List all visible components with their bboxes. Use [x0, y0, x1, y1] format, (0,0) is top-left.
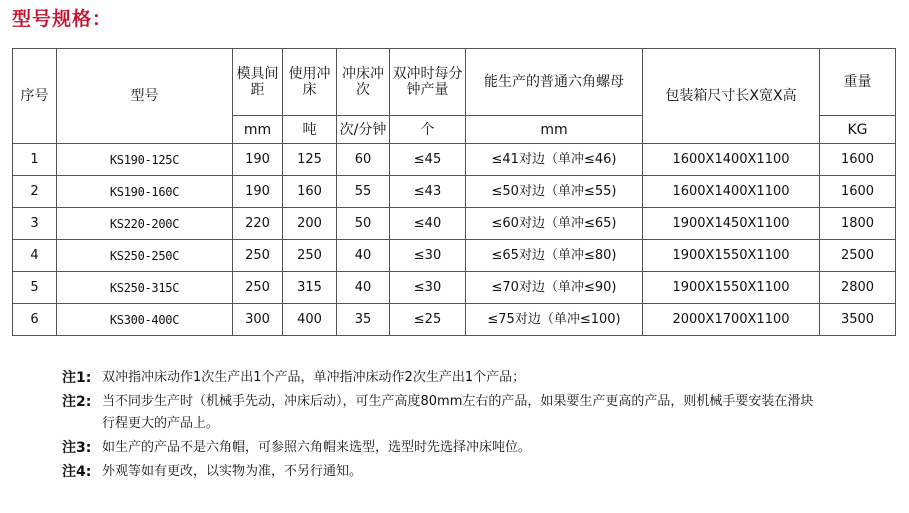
note-label: 注4: — [62, 464, 92, 480]
note-text: 双冲指冲床动作1次生产出1个产品，单冲指冲床动作2次生产出1个产品； — [102, 370, 526, 385]
table-row — [13, 176, 896, 208]
cell-nut: ≤65对边（单冲≤80) — [466, 240, 643, 272]
cell-no: 1 — [13, 144, 57, 176]
table-row — [13, 272, 896, 304]
unit-strokes: 次/分钟 — [337, 116, 390, 144]
cell-output: ≤30 — [390, 240, 466, 272]
cell-package: 1600X1400X1100 — [643, 176, 820, 208]
cell-die-height: 190 — [233, 144, 283, 176]
cell-tonnage: 200 — [283, 208, 337, 240]
cell-model: KS190-125C — [57, 144, 233, 176]
cell-package: 1900X1550X1100 — [643, 272, 820, 304]
spec-table — [12, 48, 896, 336]
cell-weight: 3500 — [820, 304, 896, 336]
header-weight: 重量 — [820, 49, 896, 116]
cell-die-height: 300 — [233, 304, 283, 336]
cell-model: KS220-200C — [57, 208, 233, 240]
cell-output: ≤30 — [390, 272, 466, 304]
cell-no: 3 — [13, 208, 57, 240]
note-label: 注3: — [62, 440, 92, 456]
table-row — [13, 304, 896, 336]
header-die-height: 模具间距 — [233, 49, 283, 116]
note-text: 外观等如有更改，以实物为准，不另行通知。 — [102, 464, 363, 479]
cell-tonnage: 160 — [283, 176, 337, 208]
note-text: 当不同步生产时（机械手先动，冲床后动），可生产高度80mm左右的产品，如果要生产更高的产品，则机械手要安装在滑块行程更大的产品上。 — [102, 394, 814, 431]
cell-tonnage: 315 — [283, 272, 337, 304]
cell-strokes: 50 — [337, 208, 390, 240]
header-strokes: 冲床冲次 — [337, 49, 390, 116]
cell-model: KS250-250C — [57, 240, 233, 272]
cell-tonnage: 400 — [283, 304, 337, 336]
cell-output: ≤45 — [390, 144, 466, 176]
unit-weight: KG — [820, 116, 896, 144]
note-text: 如生产的产品不是六角帽，可参照六角帽来选型，选型时先选择冲床吨位。 — [102, 440, 532, 455]
note-item — [62, 461, 822, 483]
unit-output: 个 — [390, 116, 466, 144]
cell-tonnage: 250 — [283, 240, 337, 272]
cell-nut: ≤41对边（单冲≤46) — [466, 144, 643, 176]
cell-model: KS300-400C — [57, 304, 233, 336]
cell-die-height: 190 — [233, 176, 283, 208]
cell-output: ≤40 — [390, 208, 466, 240]
table-row — [13, 240, 896, 272]
cell-strokes: 40 — [337, 272, 390, 304]
header-no: 序号 — [13, 49, 57, 144]
note-label: 注2: — [62, 394, 92, 410]
note-item — [62, 367, 822, 389]
cell-nut: ≤50对边（单冲≤55) — [466, 176, 643, 208]
note-item — [62, 437, 822, 459]
cell-output: ≤25 — [390, 304, 466, 336]
cell-weight: 1600 — [820, 176, 896, 208]
cell-weight: 2800 — [820, 272, 896, 304]
cell-die-height: 250 — [233, 240, 283, 272]
cell-strokes: 55 — [337, 176, 390, 208]
cell-weight: 1600 — [820, 144, 896, 176]
cell-strokes: 40 — [337, 240, 390, 272]
cell-no: 2 — [13, 176, 57, 208]
cell-weight: 2500 — [820, 240, 896, 272]
notes-section — [62, 367, 822, 485]
note-item — [62, 391, 822, 435]
cell-model: KS190-160C — [57, 176, 233, 208]
header-model: 型号 — [57, 49, 233, 144]
cell-tonnage: 125 — [283, 144, 337, 176]
cell-no: 4 — [13, 240, 57, 272]
unit-die-height: mm — [233, 116, 283, 144]
header-nut: 能生产的普通六角螺母 — [466, 49, 643, 116]
table-row — [13, 208, 896, 240]
cell-package: 1600X1400X1100 — [643, 144, 820, 176]
header-tonnage: 使用冲床 — [283, 49, 337, 116]
unit-nut: mm — [466, 116, 643, 144]
unit-tonnage: 吨 — [283, 116, 337, 144]
cell-nut: ≤75对边（单冲≤100) — [466, 304, 643, 336]
header-package: 包装箱尺寸长X宽X高 — [643, 49, 820, 144]
cell-strokes: 35 — [337, 304, 390, 336]
cell-package: 1900X1450X1100 — [643, 208, 820, 240]
page-title: 型号规格： — [12, 8, 113, 30]
cell-no: 5 — [13, 272, 57, 304]
cell-package: 2000X1700X1100 — [643, 304, 820, 336]
table-row — [13, 144, 896, 176]
cell-package: 1900X1550X1100 — [643, 240, 820, 272]
header-output: 双冲时每分钟产量 — [390, 49, 466, 116]
cell-die-height: 220 — [233, 208, 283, 240]
cell-weight: 1800 — [820, 208, 896, 240]
cell-die-height: 250 — [233, 272, 283, 304]
cell-no: 6 — [13, 304, 57, 336]
cell-output: ≤43 — [390, 176, 466, 208]
cell-nut: ≤60对边（单冲≤65) — [466, 208, 643, 240]
cell-nut: ≤70对边（单冲≤90) — [466, 272, 643, 304]
cell-strokes: 60 — [337, 144, 390, 176]
note-label: 注1: — [62, 370, 92, 386]
cell-model: KS250-315C — [57, 272, 233, 304]
